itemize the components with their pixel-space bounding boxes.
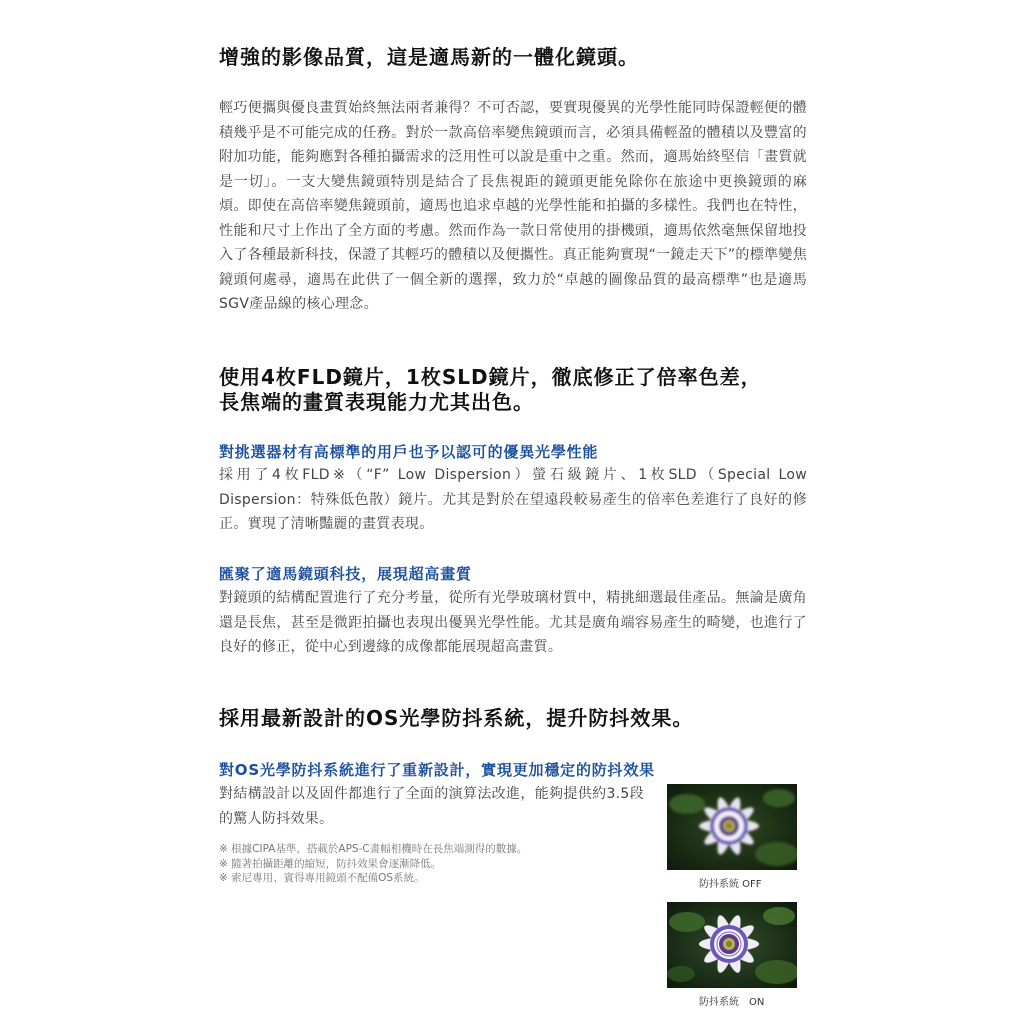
photo-on-caption: 防抖系統 ON [699,997,765,1008]
section2-title-line1: 使用4枚FLD鏡片，1枚SLD鏡片，徹底修正了倍率色差， [219,365,762,389]
photo-os-off [667,784,797,870]
section2-sub1-body: 採用了4枚FLD※（“F” Low Dispersion）螢石級鏡片、1枚SLD（Special Low Dispersion：特殊低色散）鏡片。尤其是對於在望遠段較易產生的倍率色差進行了良好的修正。實現了清晰豔麗的畫質表現。 [219,467,807,532]
section1-title: 增強的影像品質，這是適馬新的一體化鏡頭。 [219,45,639,69]
section2-title-line2: 長焦端的畫質表現能力尤其出色。 [219,390,534,414]
photo-off-caption: 防抖系統 OFF [699,879,762,890]
footnote: ※ 根據CIPA基準，搭載於APS-C畫幅相機時在長焦端測得的數據。 [219,843,528,855]
section2-sub1-title: 對挑選器材有高標準的用戶也予以認可的優異光學性能 [219,443,599,461]
section3-sub-title: 對OS光學防抖系統進行了重新設計，實現更加穩定的防抖效果 [219,761,655,779]
photo-os-on [667,902,797,988]
footnote: ※ 隨著拍攝距離的縮短，防抖效果會逐漸降低。 [219,857,442,870]
section3-title: 採用最新設計的OS光學防抖系統，提升防抖效果。 [219,706,694,730]
section1-body: 輕巧便攜與優良畫質始終無法兩者兼得？不可否認，要實現優異的光學性能同時保證輕便的體積幾乎是不可能完成的任務。對於一款高倍率變焦鏡頭而言，必須具備輕盈的體積以及豐富的附加功能，能夠應對各種拍攝需求的泛用性可以說是重中之重。然而，適馬始終堅信「畫質就是一切」。一支大變焦鏡頭特別是結合了長焦視距的鏡頭更能免除你在旅途中更換鏡頭的麻煩。即使在高倍率變焦鏡頭前，適馬也追求卓越的光學性能和拍攝的多樣性。我們也在特性，性能和尺寸上作出了全方面的考慮。然而作為一款日常使用的掛機頭，適馬依然毫無保留地投入了各種最新科技，保證了其輕巧的體積以及便攜性。真正能夠實現“一鏡走天下”的標準變焦鏡頭何處尋，適馬在此供了一個全新的選擇，致力於“卓越的圖像品質的最高標準”也是適馬SGV產品線的核心理念。 [219,100,807,312]
section2-sub2-body: 對鏡頭的結構配置進行了充分考量，從所有光學玻璃材質中，精挑細選最佳產品。無論是廣角還是長焦，甚至是微距拍攝也表現出優異光學性能。尤其是廣角端容易產生的畸變，也進行了良好的修正，從中心到邊緣的成像都能展現超高畫質。 [219,590,807,655]
section2-sub2-title: 匯聚了適馬鏡頭科技，展現超高畫質 [219,565,472,583]
footnotes [219,842,527,886]
footnote: ※ 索尼專用、賓得專用鏡頭不配備OS系統。 [219,872,425,884]
section3-body: 對結構設計以及固件都進行了全面的演算法改進，能夠提供約3.5段的驚人防抖效果。 [219,786,644,827]
